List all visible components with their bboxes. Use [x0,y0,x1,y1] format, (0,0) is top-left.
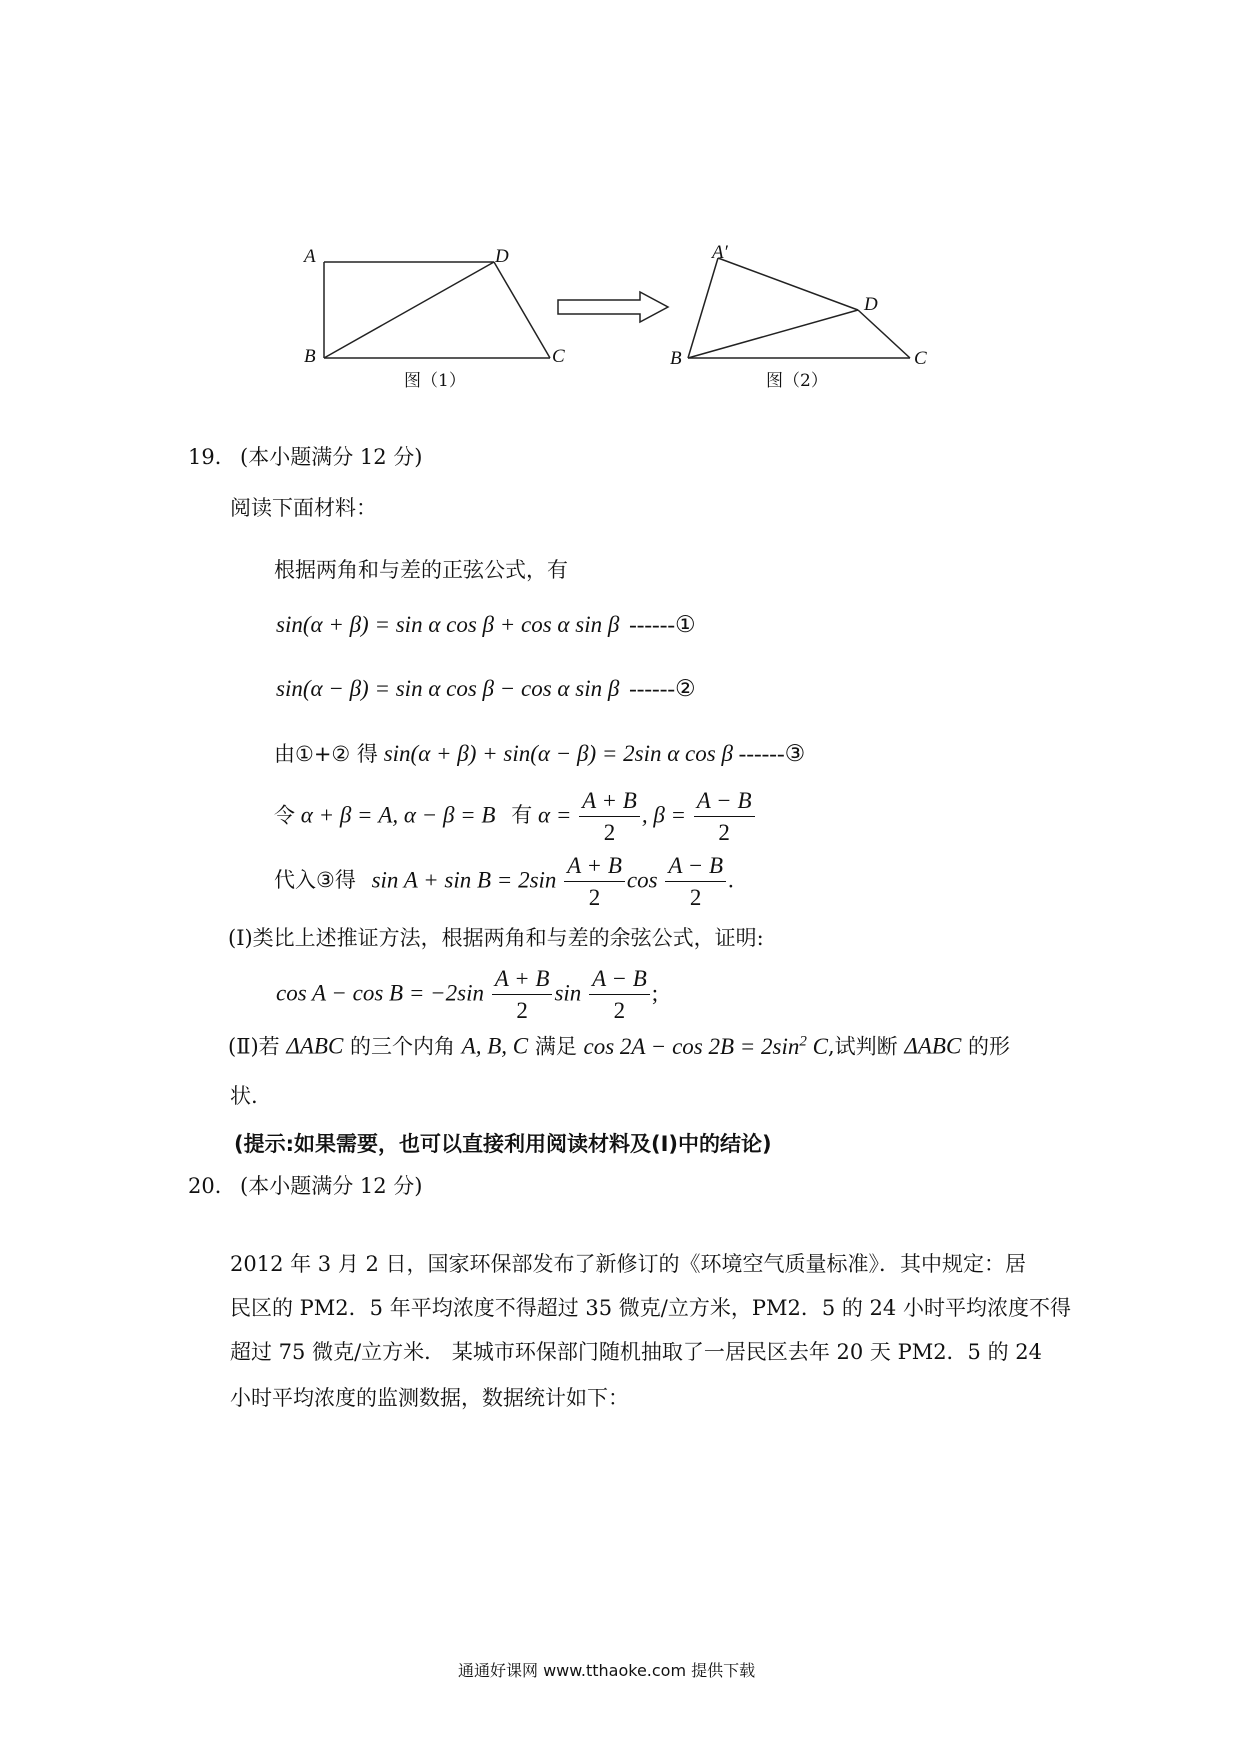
q19-number: 19． [188,445,236,469]
fig1-label-a: A [304,246,316,267]
fig2-side-bd [688,310,858,358]
fig2-side-dc [858,310,910,358]
fraction-a-plus-b-over-2: $\frac{A + B}{2}$ [579,788,640,846]
fig2-label-c: C [914,348,927,369]
arrow-right-icon [556,290,672,324]
fig2-label-b: B [670,348,682,369]
fig2-side-ad [718,258,858,310]
fig1-label-d: D [495,246,509,267]
q20-points: (本小题满分 12 分) [240,1174,423,1198]
fig1-label-c: C [552,346,565,367]
q19-equation-2-tag: ------② [629,676,696,701]
fig2-label-d: D [864,294,878,315]
fig2-caption: 图（2） [766,371,828,391]
fig1-side-dc [494,262,550,358]
fig1-label-b: B [304,346,316,367]
q19-part-2: (Ⅱ)若 ΔABC 的三个内角 A, B, C 满足 $\cos 2A - \cos 2B = 2\sin^2$ C,试判断 ΔABC 的形 [228,1033,1011,1059]
q19-step-5: 代入③得 sin A + sin B = 2sin $\frac{A + B}{2}$ cos $\frac{A - B}{2}$ . [274,853,734,910]
q19-equation-2: sin(α − β) = sin α cos β − cos α sin β ------② [276,676,696,701]
q19-points: (本小题满分 12 分) [240,445,423,469]
q19-step-4: 令 α + β = A, α − β = B 有 α = $\frac{A + B}{2}$ , β = $\frac{A - B}{2}$ [274,788,757,846]
q20-line-2: 民区的 PM2．5 年平均浓度不得超过 35 微克/立方米，PM2．5 的 24 小时平均浓度不得 [230,1296,1071,1320]
fig2-side-ab [688,258,718,358]
fig1-caption: 图（1） [404,371,466,391]
q20-line-3: 超过 75 微克/立方米． 某城市环保部门随机抽取了一居民区去年 20 天 PM2．5 的 24 [230,1340,1042,1364]
fig1-diagonal-bd [324,262,494,358]
q19-equation-1-tag: ------① [629,612,696,637]
q20-line-1: 2012 年 3 月 2 日，国家环保部发布了新修订的《环境空气质量标准》．其中规定：居 [230,1252,1027,1276]
q19-equation-1: sin(α + β) = sin α cos β + cos α sin β ------① [276,612,696,637]
fraction-a-minus-b-over-2: $\frac{A - B}{2}$ [694,788,755,846]
q19-step-3 [274,738,805,768]
page-footer: 通通好课网 www.tthaoke.com 提供下载 [458,1661,756,1680]
q20-number: 20． [188,1174,236,1198]
q19-part-2-end: 状. [230,1084,258,1108]
q19-part-1: (Ⅰ)类比上述推证方法，根据两角和与差的余弦公式，证明: [228,926,764,950]
q19-part-1-formula: cos A − cos B = −2sin $\frac{A + B}{2}$ sin $\frac{A - B}{2}$ ; [276,966,659,1023]
q20-line-4: 小时平均浓度的监测数据，数据统计如下： [230,1386,629,1410]
q19-step-3-math: sin(α + β) + sin(α − β) = 2sin α cos β [383,741,733,766]
q19-intro: 阅读下面材料： [230,496,377,520]
q19-step-3-prefix: 由①+② 得 [274,742,378,766]
q19-hint: (提示:如果需要，也可以直接利用阅读材料及(Ⅰ)中的结论) [234,1132,772,1156]
q19-step-3-tag: ------③ [738,741,806,766]
fig2-label-a: A′ [712,242,728,263]
q19-lead: 根据两角和与差的正弦公式，有 [274,558,568,582]
